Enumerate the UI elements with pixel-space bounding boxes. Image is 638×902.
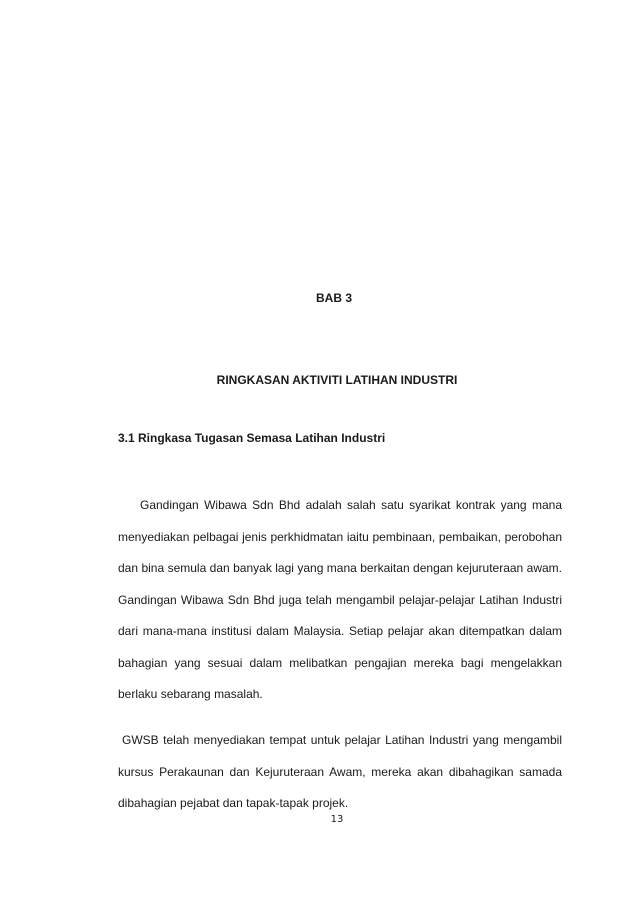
body-paragraph: GWSB telah menyediakan tempat untuk pelajar Latihan Industri yang mengambil kursus Perakaunan dan Kejuruteraan Awam, mereka akan dibahagikan samada dibahagian pejabat dan tapak-tapak projek. — [118, 733, 562, 810]
chapter-heading: BAB 3 — [315, 291, 352, 305]
section-heading: 3.1 Ringkasa Tugasan Semasa Latihan Industri — [118, 431, 386, 445]
chapter-title: RINGKASAN AKTIVITI LATIHAN INDUSTRI — [216, 373, 458, 387]
body-paragraph: Gandingan Wibawa Sdn Bhd adalah salah satu syarikat kontrak yang mana menyediakan pelbagai jenis perkhidmatan iaitu pembinaan, pembaikan, perobohan dan bina semula dan banyak lagi yang mana berkaitan dengan kejuruteraan awam. Gandingan Wibawa Sdn Bhd juga telah mengambil pelajar-pelajar Latihan Industri dari mana-mana institusi dalam Malaysia. Setiap pelajar akan ditempatkan dalam bahagian yang sesuai dalam melibatkan pengajian mereka bagi mengelakkan berlaku sebarang masalah. — [118, 498, 562, 701]
page-number: 13 — [330, 814, 344, 825]
